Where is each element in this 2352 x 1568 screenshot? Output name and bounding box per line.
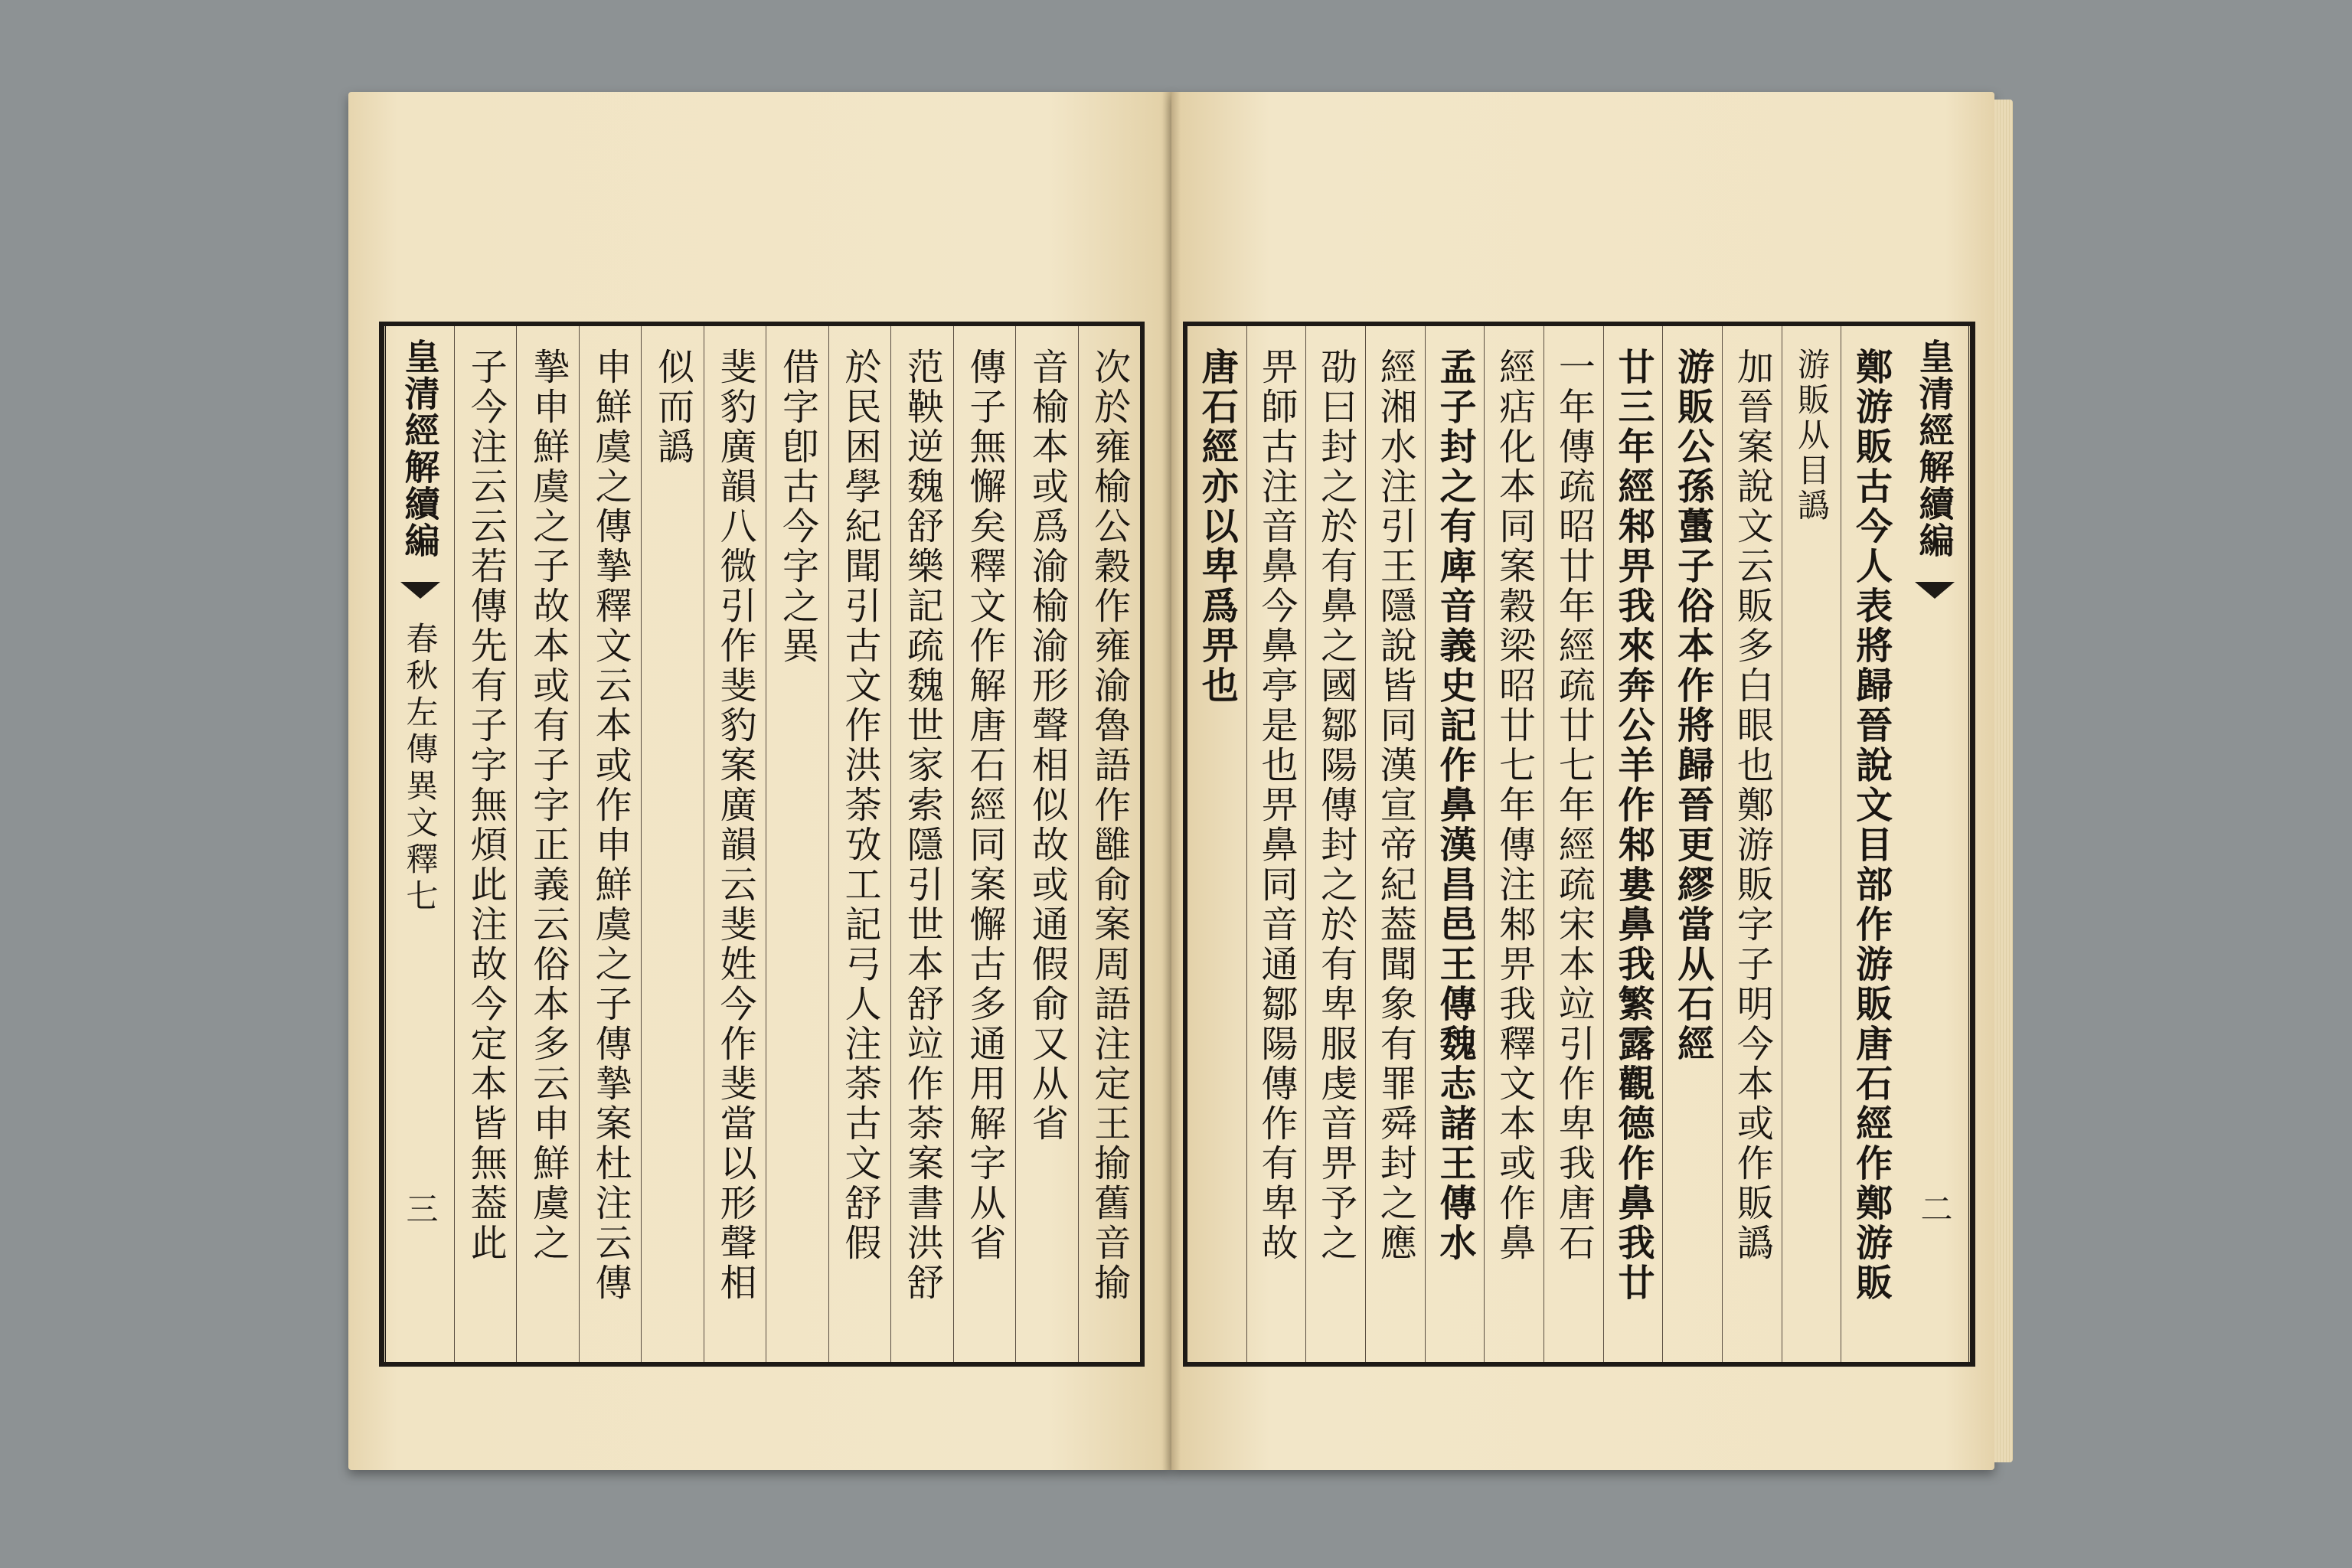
right-page-center-margin [1900, 326, 1971, 1362]
text-column: 廿三年經邾畀我來奔公羊作邾婁鼻我繁露觀德作鼻我廿 [1603, 326, 1663, 1362]
page-edges [1994, 100, 2013, 1462]
text-column: 次於雍榆公穀作雍渝魯語作雝俞案周語注定王揄舊音揄 [1078, 326, 1140, 1362]
text-column: 游販公孫蠆子俗本作將歸晉更繆當从石經 [1662, 326, 1722, 1362]
text-column: 劭曰封之於有鼻之國鄒陽傳封之於有卑服虔音畀予之 [1305, 326, 1365, 1362]
left-page [348, 92, 1171, 1470]
text-column: 游販从目譌 [1782, 326, 1841, 1362]
text-column: 申鮮虞之傳摯釋文云本或作申鮮虞之子傳摯案杜注云傳 [579, 326, 641, 1362]
right-columns [1187, 326, 1971, 1362]
text-column: 斐豹廣韻八微引作斐豹案廣韻云斐姓今作斐當以形聲相 [704, 326, 766, 1362]
text-column: 鄭游販古今人表將歸晉說文目部作游販唐石經作鄭游販 [1841, 326, 1900, 1362]
text-column: 一年傳疏昭廿年經疏廿七年經疏宋本竝引作卑我唐石 [1544, 326, 1603, 1362]
text-column: 傳子無懈矣釋文作解唐石經同案懈古多通用解字从省 [953, 326, 1015, 1362]
open-book [348, 92, 2010, 1478]
fish-tail-mark-icon [400, 582, 440, 599]
text-column: 子今注云云若傳先有子字無煩此注故今定本皆無葢此 [454, 326, 516, 1362]
left-columns [384, 326, 1140, 1362]
left-page-center-margin [384, 326, 454, 1362]
book-title: 皇清經解續編 [399, 338, 441, 559]
text-column: 於民困學紀聞引古文作洪荼攷工記弓人注荼古文舒假 [828, 326, 890, 1362]
text-column: 摯申鮮虞之子故本或有子字正義云俗本多云申鮮虞之 [516, 326, 578, 1362]
text-column: 范鞅逆魏舒樂記疏魏世家索隱引世本舒竝作荼案書洪舒 [890, 326, 952, 1362]
right-text-frame [1183, 322, 1975, 1367]
text-column: 經痁化本同案穀梁昭廿七年傳注邾畀我釋文本或作鼻 [1484, 326, 1544, 1362]
page-number: 三 [401, 1192, 439, 1224]
text-column: 經湘水注引王隱說皆同漢宣帝紀葢聞象有罪舜封之應 [1365, 326, 1425, 1362]
text-column: 孟子封之有庳音義史記作鼻漢昌邑王傳魏志諸王傳水 [1425, 326, 1485, 1362]
chapter-title: 春秋左傳異文釋七 [401, 622, 439, 916]
text-column: 音榆本或爲渝榆渝形聲相似故或通假俞又从省 [1015, 326, 1077, 1362]
fish-tail-mark-icon [1915, 582, 1955, 599]
book-title: 皇清經解續編 [1913, 338, 1955, 559]
text-column: 似而譌 [641, 326, 703, 1362]
left-text-frame [379, 322, 1145, 1367]
text-column: 借字卽古今字之異 [766, 326, 828, 1362]
text-column: 唐石經亦以卑爲畀也 [1195, 348, 1239, 706]
book-gutter [1162, 92, 1181, 1470]
text-column: 畀師古注音鼻今鼻亭是也畀鼻同音通鄒陽傳作有卑故 [1246, 326, 1306, 1362]
text-column: 加晉案說文云販多白眼也鄭游販字子明今本或作販譌 [1722, 326, 1782, 1362]
page-number: 二 [1916, 1192, 1954, 1224]
